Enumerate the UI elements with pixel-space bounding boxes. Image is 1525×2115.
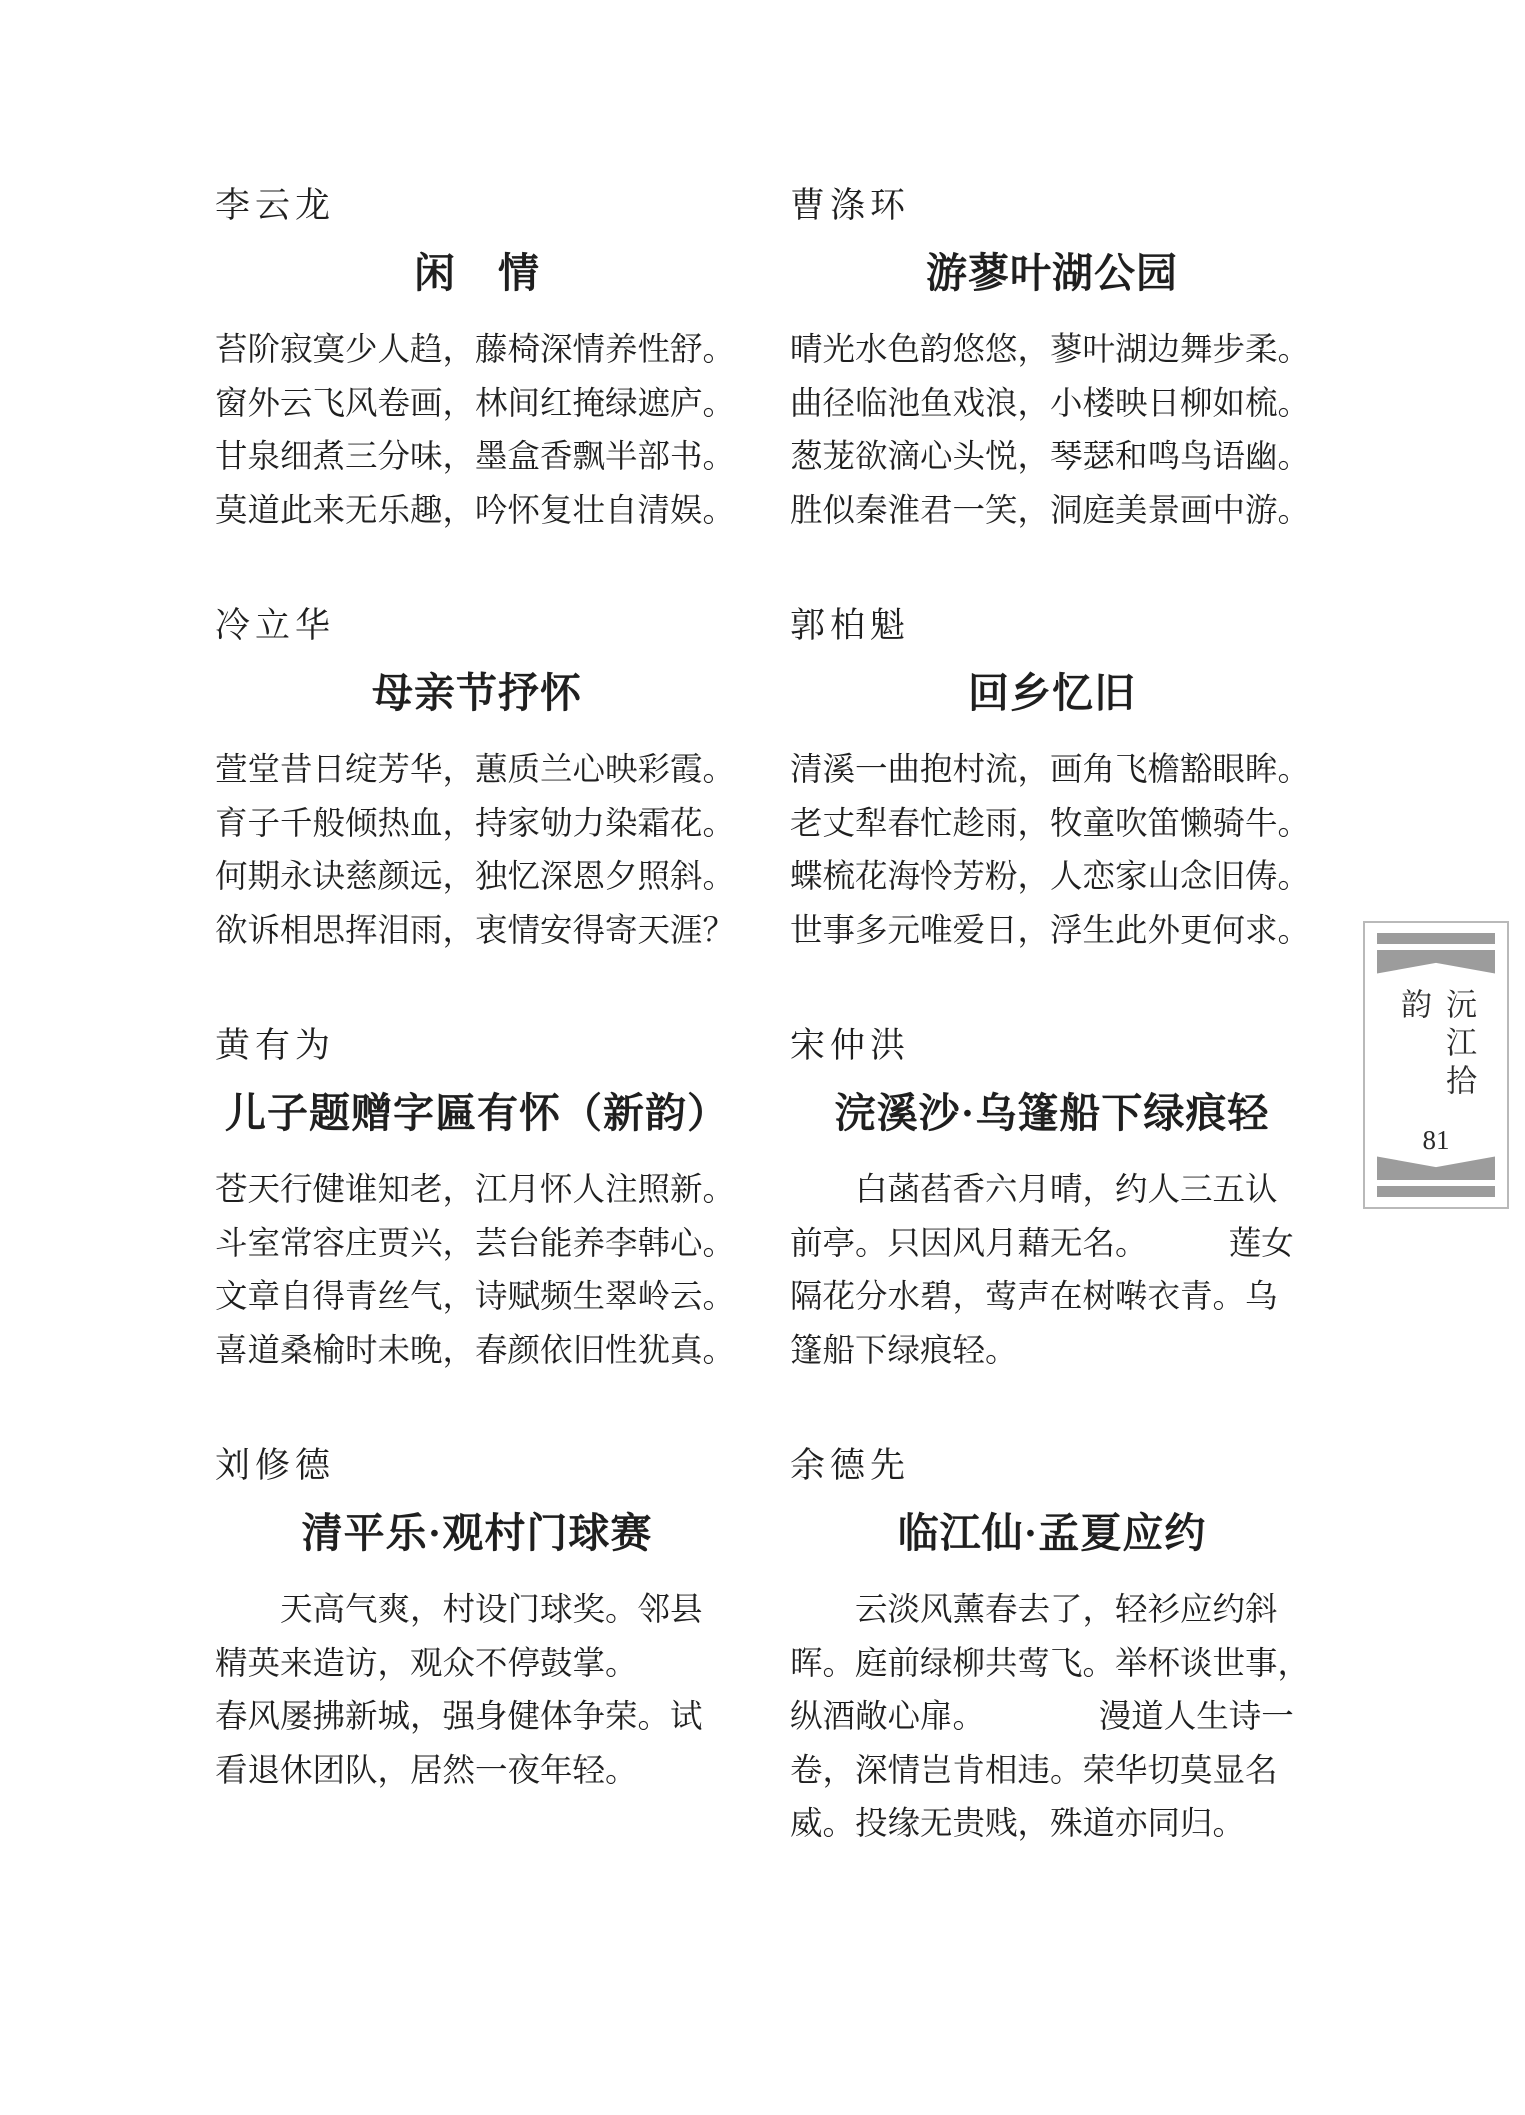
verse-line: 胜似秦淮君一笑，洞庭美景画中游。 (790, 492, 1311, 529)
verse-line: 篷船下绿痕轻。 (790, 1332, 1018, 1369)
side-tab (1363, 921, 1509, 1209)
ribbon-pennant-bottom-icon (1377, 1156, 1495, 1180)
poem-title: 闲 情 (414, 250, 540, 296)
verse-line: 苔阶寂寞少人趋，藤椅深情养性舒。 (215, 332, 736, 368)
poem-block-xianqing (215, 182, 739, 538)
verse-line: 隔花分水碧，莺声在树啭衣青。乌 (790, 1279, 1278, 1315)
poem-author: 刘修德 (215, 1446, 336, 1485)
poem-title: 临江仙·孟夏应约 (897, 1510, 1207, 1556)
verse-line: 窗外云飞风卷画，林间红掩绿遮庐。 (215, 385, 736, 422)
verse-line: 何期永诀慈颜远，独忆深恩夕照斜。 (215, 859, 736, 895)
verse-line: 精英来造访，观众不停鼓掌。 (215, 1645, 638, 1682)
verse-line: 莫道此来无乐趣，吟怀复壮自清娱。 (215, 492, 736, 529)
poem-author: 李云龙 (215, 186, 336, 225)
verse-line: 晖。庭前绿柳共莺飞。举杯谈世事， (790, 1645, 1311, 1682)
poem-verses (215, 324, 739, 538)
poem-block-qingpingle (215, 1442, 739, 1798)
verse-line: 晴光水色韵悠悠，蓼叶湖边舞步柔。 (790, 332, 1311, 368)
poem-block-huixiang-yijiu (790, 602, 1314, 958)
verse-line: 前亭。只因风月藉无名。 莲女 (790, 1225, 1294, 1262)
verse-line: 老丈犁春忙趁雨，牧童吹笛懒骑牛。 (790, 805, 1311, 842)
poem-verses (215, 744, 739, 958)
poem-verses (790, 324, 1314, 538)
verse-line: 清溪一曲抱村流，画角飞檐豁眼眸。 (790, 752, 1311, 788)
poem-title: 清平乐·观村门球赛 (301, 1510, 653, 1556)
poem-title: 母亲节抒怀 (372, 670, 582, 716)
verse-line: 天高气爽，村设门球奖。邻县 (215, 1592, 703, 1628)
poem-block-you-liaoyehu (790, 182, 1314, 538)
poem-block-erzi-tizeng (215, 1022, 739, 1378)
poem-author: 冷立华 (215, 606, 336, 645)
verse-line: 云淡风薰春去了，轻衫应约斜 (790, 1592, 1278, 1628)
verse-line: 蝶梳花海怜芳粉，人恋家山念旧俦。 (790, 859, 1311, 895)
verse-line: 葱茏欲滴心头悦，琴瑟和鸣鸟语幽。 (790, 439, 1311, 475)
poem-title: 儿子题赠字匾有怀（新韵） (225, 1090, 729, 1136)
poem-verses (215, 1584, 739, 1798)
poem-title: 回乡忆旧 (968, 670, 1136, 716)
poem-author: 郭柏魁 (790, 606, 911, 645)
poem-verses (790, 1584, 1314, 1852)
verse-line: 看退休团队，居然一夜年轻。 (215, 1752, 638, 1789)
poem-block-muqinjie (215, 602, 739, 958)
poem-block-linjiangxian (790, 1442, 1314, 1852)
poem-author: 余德先 (790, 1446, 911, 1485)
verse-line: 文章自得青丝气，诗赋频生翠岭云。 (215, 1279, 736, 1315)
verse-line: 白菡萏香六月晴，约人三五认 (790, 1172, 1278, 1208)
poem-block-huanxisha (790, 1022, 1314, 1378)
poem-verses (215, 1164, 739, 1378)
ribbon-bar-bottom-icon (1377, 1186, 1495, 1197)
ribbon-pennant-top-icon (1377, 950, 1495, 974)
verse-line: 育子千般倾热血，持家劬力染霜花。 (215, 805, 736, 842)
poem-verses (790, 1164, 1314, 1378)
verse-line: 斗室常容庄贾兴，芸台能养李韩心。 (215, 1225, 736, 1262)
verse-line: 曲径临池鱼戏浪，小楼映日柳如梳。 (790, 385, 1311, 422)
poem-title: 浣溪沙·乌篷船下绿痕轻 (834, 1090, 1270, 1136)
verse-line: 欲诉相思挥泪雨，衷情安得寄天涯？ (215, 912, 736, 949)
poem-verses (790, 744, 1314, 958)
side-tab-title: 沅江拾韵 (1396, 987, 1476, 1102)
verse-line: 世事多元唯爱日，浮生此外更何求。 (790, 912, 1311, 949)
verse-line: 喜道桑榆时未晚，春颜依旧性犹真。 (215, 1332, 736, 1369)
poem-author: 曹涤环 (790, 186, 911, 225)
verse-line: 纵酒敞心扉。 漫道人生诗一 (790, 1699, 1294, 1735)
verse-line: 甘泉细煮三分味，墨盒香飘半部书。 (215, 439, 736, 475)
verse-line: 威。投缘无贵贱，殊道亦同归。 (790, 1806, 1246, 1842)
page-number: 81 (1422, 1125, 1450, 1156)
poem-title: 游蓼叶湖公园 (926, 250, 1178, 296)
verse-line: 卷，深情岂肯相违。荣华切莫显名 (790, 1752, 1278, 1789)
verse-line: 苍天行健谁知老，江月怀人注照新。 (215, 1172, 736, 1208)
poem-author: 黄有为 (215, 1026, 336, 1065)
verse-line: 萱堂昔日绽芳华，蕙质兰心映彩霞。 (215, 752, 736, 788)
poem-author: 宋仲洪 (790, 1026, 911, 1065)
ribbon-bar-top-icon (1377, 933, 1495, 944)
verse-line: 春风屡拂新城，强身健体争荣。试 (215, 1699, 703, 1735)
